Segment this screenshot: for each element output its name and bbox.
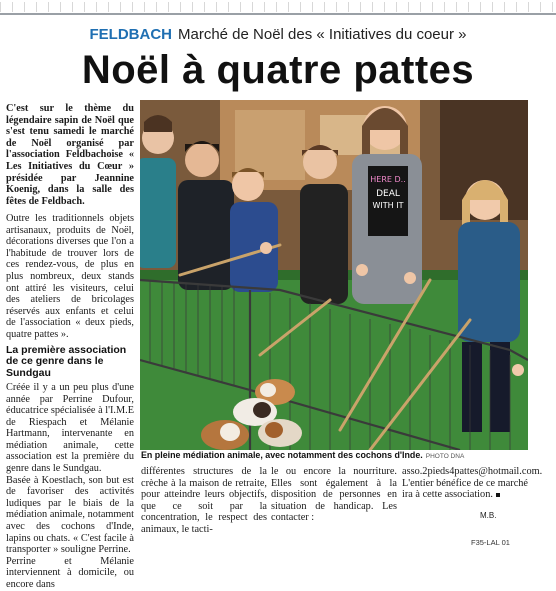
shirt-print: WITH IT (372, 201, 404, 210)
section-subhead: La première association de ce genre dans le Sundgau (6, 343, 127, 380)
caption-text: En pleine médiation animale, avec notamment des cochons d'Inde. (141, 450, 423, 460)
page-top-strip (0, 0, 556, 14)
author-signature: M.B. (480, 511, 497, 520)
body-paragraph: différentes structures de la crèche à la maison de retraite, pour atteindre leurs objectifs, que ce soit par la concentration, le respect des animaux, le tacti- (141, 466, 267, 535)
body-paragraph: Basée à Koestlach, son but est de favoriser des activités ludiques par le biais de la médiation animale, notamment avec des cochons d'Inde, lapins ou chats. « C'est facile à transporter » souligne Perrine. (6, 474, 134, 556)
lead-paragraph (6, 103, 134, 207)
photo-credit: PHOTO DNA (425, 453, 465, 460)
photo-caption (141, 450, 527, 462)
shirt-print: HERE D.. (370, 175, 406, 184)
body-column-2 (141, 466, 267, 536)
body-column-1 (6, 213, 134, 591)
contact-text: asso.2pieds4pattes@hotmail.com. L'entier bénéfice de ce marché ira à cette association. (402, 466, 543, 501)
article-headline: Noël à quatre pattes (81, 48, 475, 92)
body-paragraph: Perrine et Mélanie interviennent à domicile, ou encore dans (6, 555, 134, 591)
kicker-text: Marché de Noël des « Initiatives du coeur » (178, 26, 467, 43)
end-of-article-mark (496, 493, 500, 497)
top-rule (0, 13, 556, 15)
body-paragraph: Outre les traditionnels objets artisanaux, produits de Noël, décorations diverses que l'on a l'habitude de trouver lors de ces rendez-vous, de plus en plus nombreux, deux stands ont attiré les visiteurs, celui des ateliers de bricolages réservés aux enfants et celui de l'association « deux pieds, quatre pattes ». (6, 213, 134, 340)
article-photo (140, 100, 528, 450)
body-paragraph: Créée il y a un peu plus d'une année par Perrine Dufour, éducatrice spécialisée à l'I.M.E de Riespach et Mélanie Hartmann, intervenante en médiation animale, cette association est la première du genre dans le Sundgau. (6, 381, 134, 475)
body-column-3 (271, 466, 397, 524)
body-column-4 (402, 466, 543, 501)
body-paragraph (402, 466, 543, 501)
photo-illustration (140, 100, 528, 450)
location-label: FELDBACH (89, 26, 172, 43)
shirt-print: DEAL (376, 189, 400, 199)
page-reference: F35-LAL 01 (471, 538, 510, 547)
body-paragraph: le ou encore la nourriture. Elles sont également à la disposition de personnes en situation de handicap. Les contacter : (271, 466, 397, 524)
article-kicker (0, 26, 556, 44)
lead-text: C'est sur le thème du légendaire sapin de Noël que s'est tenu samedi le marché de Noël organisé par l'association Feldbachoise « Les Initiatives du Cœur » présidée par Jeannine Koenig, dans la salle des fêtes de Feldbach. (6, 103, 134, 207)
ruler-ticks (0, 2, 556, 12)
